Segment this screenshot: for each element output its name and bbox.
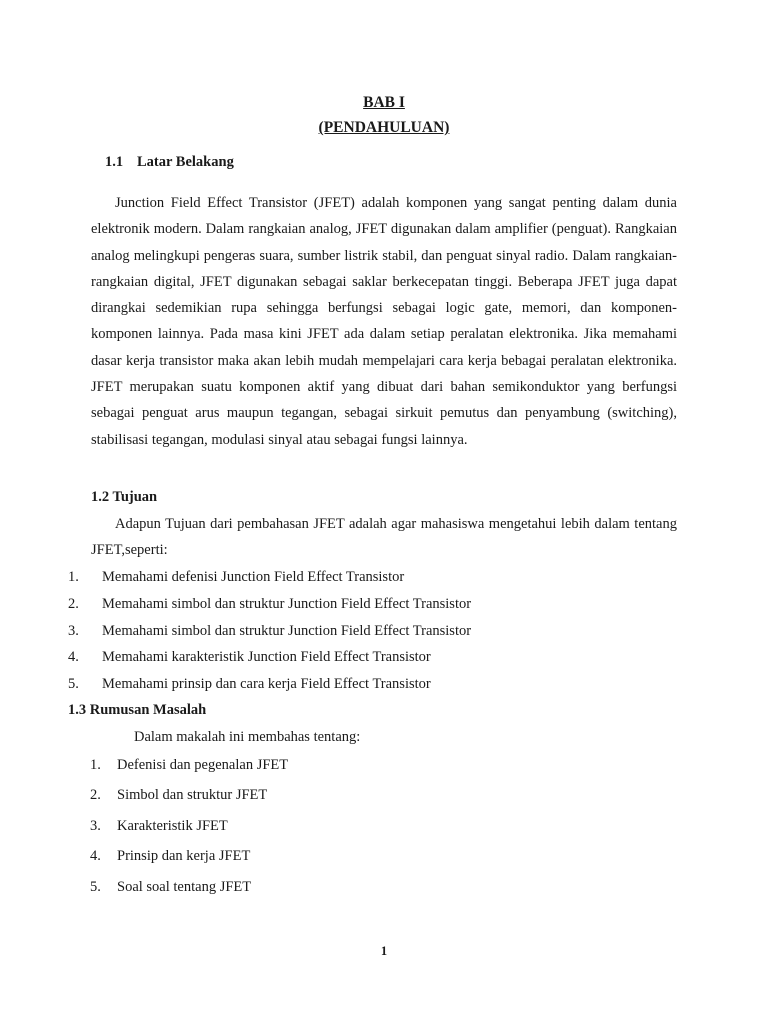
list-item-number: 3. xyxy=(68,623,79,639)
list-item: Memahami prinsip dan cara kerja Field Effect Transistor xyxy=(102,676,431,692)
section-1-3-heading: 1.3 Rumusan Masalah xyxy=(68,702,207,718)
background-paragraph: Junction Field Effect Transistor (JFET) adalah komponen yang sangat penting dalam dunia elektronik modern. Dalam rangkaian analog, JFET digunakan dalam amplifier (penguat). Rangkaian analog melingkupi pengeras suara, sumber listrik stabil, dan penguat sinyal radio. Dalam rangkaian-rangkaian digital, JFET digunakan sebagai saklar berkecepatan tinggi. Beberapa JFET juga dapat dirangkai sedemikian rupa sehingga berfungsi sebagai logic gate, memori, dan komponen-komponen lainnya. Pada masa kini JFET ada dalam setiap peralatan elektronika. Jika memahami dasar kerja transistor maka akan lebih mudah mempelajari cara kerja bebagai peralatan elektronika. JFET merupakan suatu komponen aktif yang dibuat dari bahan semikonduktor yang berfungsi sebagai penguat arus maupun tegangan, sebagai sirkuit pemutus dan penyambung (switching), stabilisasi tegangan, modulasi sinyal atau sebagai fungsi lainnya. xyxy=(91,195,677,448)
list-item: Memahami defenisi Junction Field Effect Transistor xyxy=(102,569,405,585)
list-item-number: 5. xyxy=(68,676,79,692)
list-item: Simbol dan struktur JFET xyxy=(117,787,268,803)
page-number: 1 xyxy=(380,944,388,958)
list-item-number: 1. xyxy=(68,569,79,585)
objective-paragraph: Adapun Tujuan dari pembahasan JFET adalah agar mahasiswa mengetahui lebih dalam tentang JFET,seperti: xyxy=(91,516,677,559)
list-item-number: 3. xyxy=(90,818,101,834)
list-item-number: 4. xyxy=(90,848,101,864)
section-1-1-heading: Latar Belakang xyxy=(137,154,234,170)
list-item-number: 2. xyxy=(90,787,101,803)
list-item: Karakteristik JFET xyxy=(117,818,228,834)
list-item-number: 4. xyxy=(68,649,79,665)
list-item: Memahami simbol dan struktur Junction Field Effect Transistor xyxy=(102,623,472,639)
list-item: Prinsip dan kerja JFET xyxy=(117,848,251,864)
list-item-number: 2. xyxy=(68,596,79,612)
chapter-subtitle: (PENDAHULUAN) xyxy=(318,119,450,136)
list-item: Memahami karakteristik Junction Field Effect Transistor xyxy=(102,649,431,665)
list-item: Soal soal tentang JFET xyxy=(117,879,252,895)
list-item: Memahami simbol dan struktur Junction Field Effect Transistor xyxy=(102,596,472,612)
problem-intro: Dalam makalah ini membahas tentang: xyxy=(134,729,361,745)
list-item-number: 1. xyxy=(90,757,101,773)
list-item: Defenisi dan pegenalan JFET xyxy=(117,757,289,773)
section-1-1-number: 1.1 xyxy=(105,154,124,170)
section-1-2-heading: 1.2 Tujuan xyxy=(91,489,158,505)
list-item-number: 5. xyxy=(90,879,101,895)
chapter-title: BAB I xyxy=(363,94,405,111)
